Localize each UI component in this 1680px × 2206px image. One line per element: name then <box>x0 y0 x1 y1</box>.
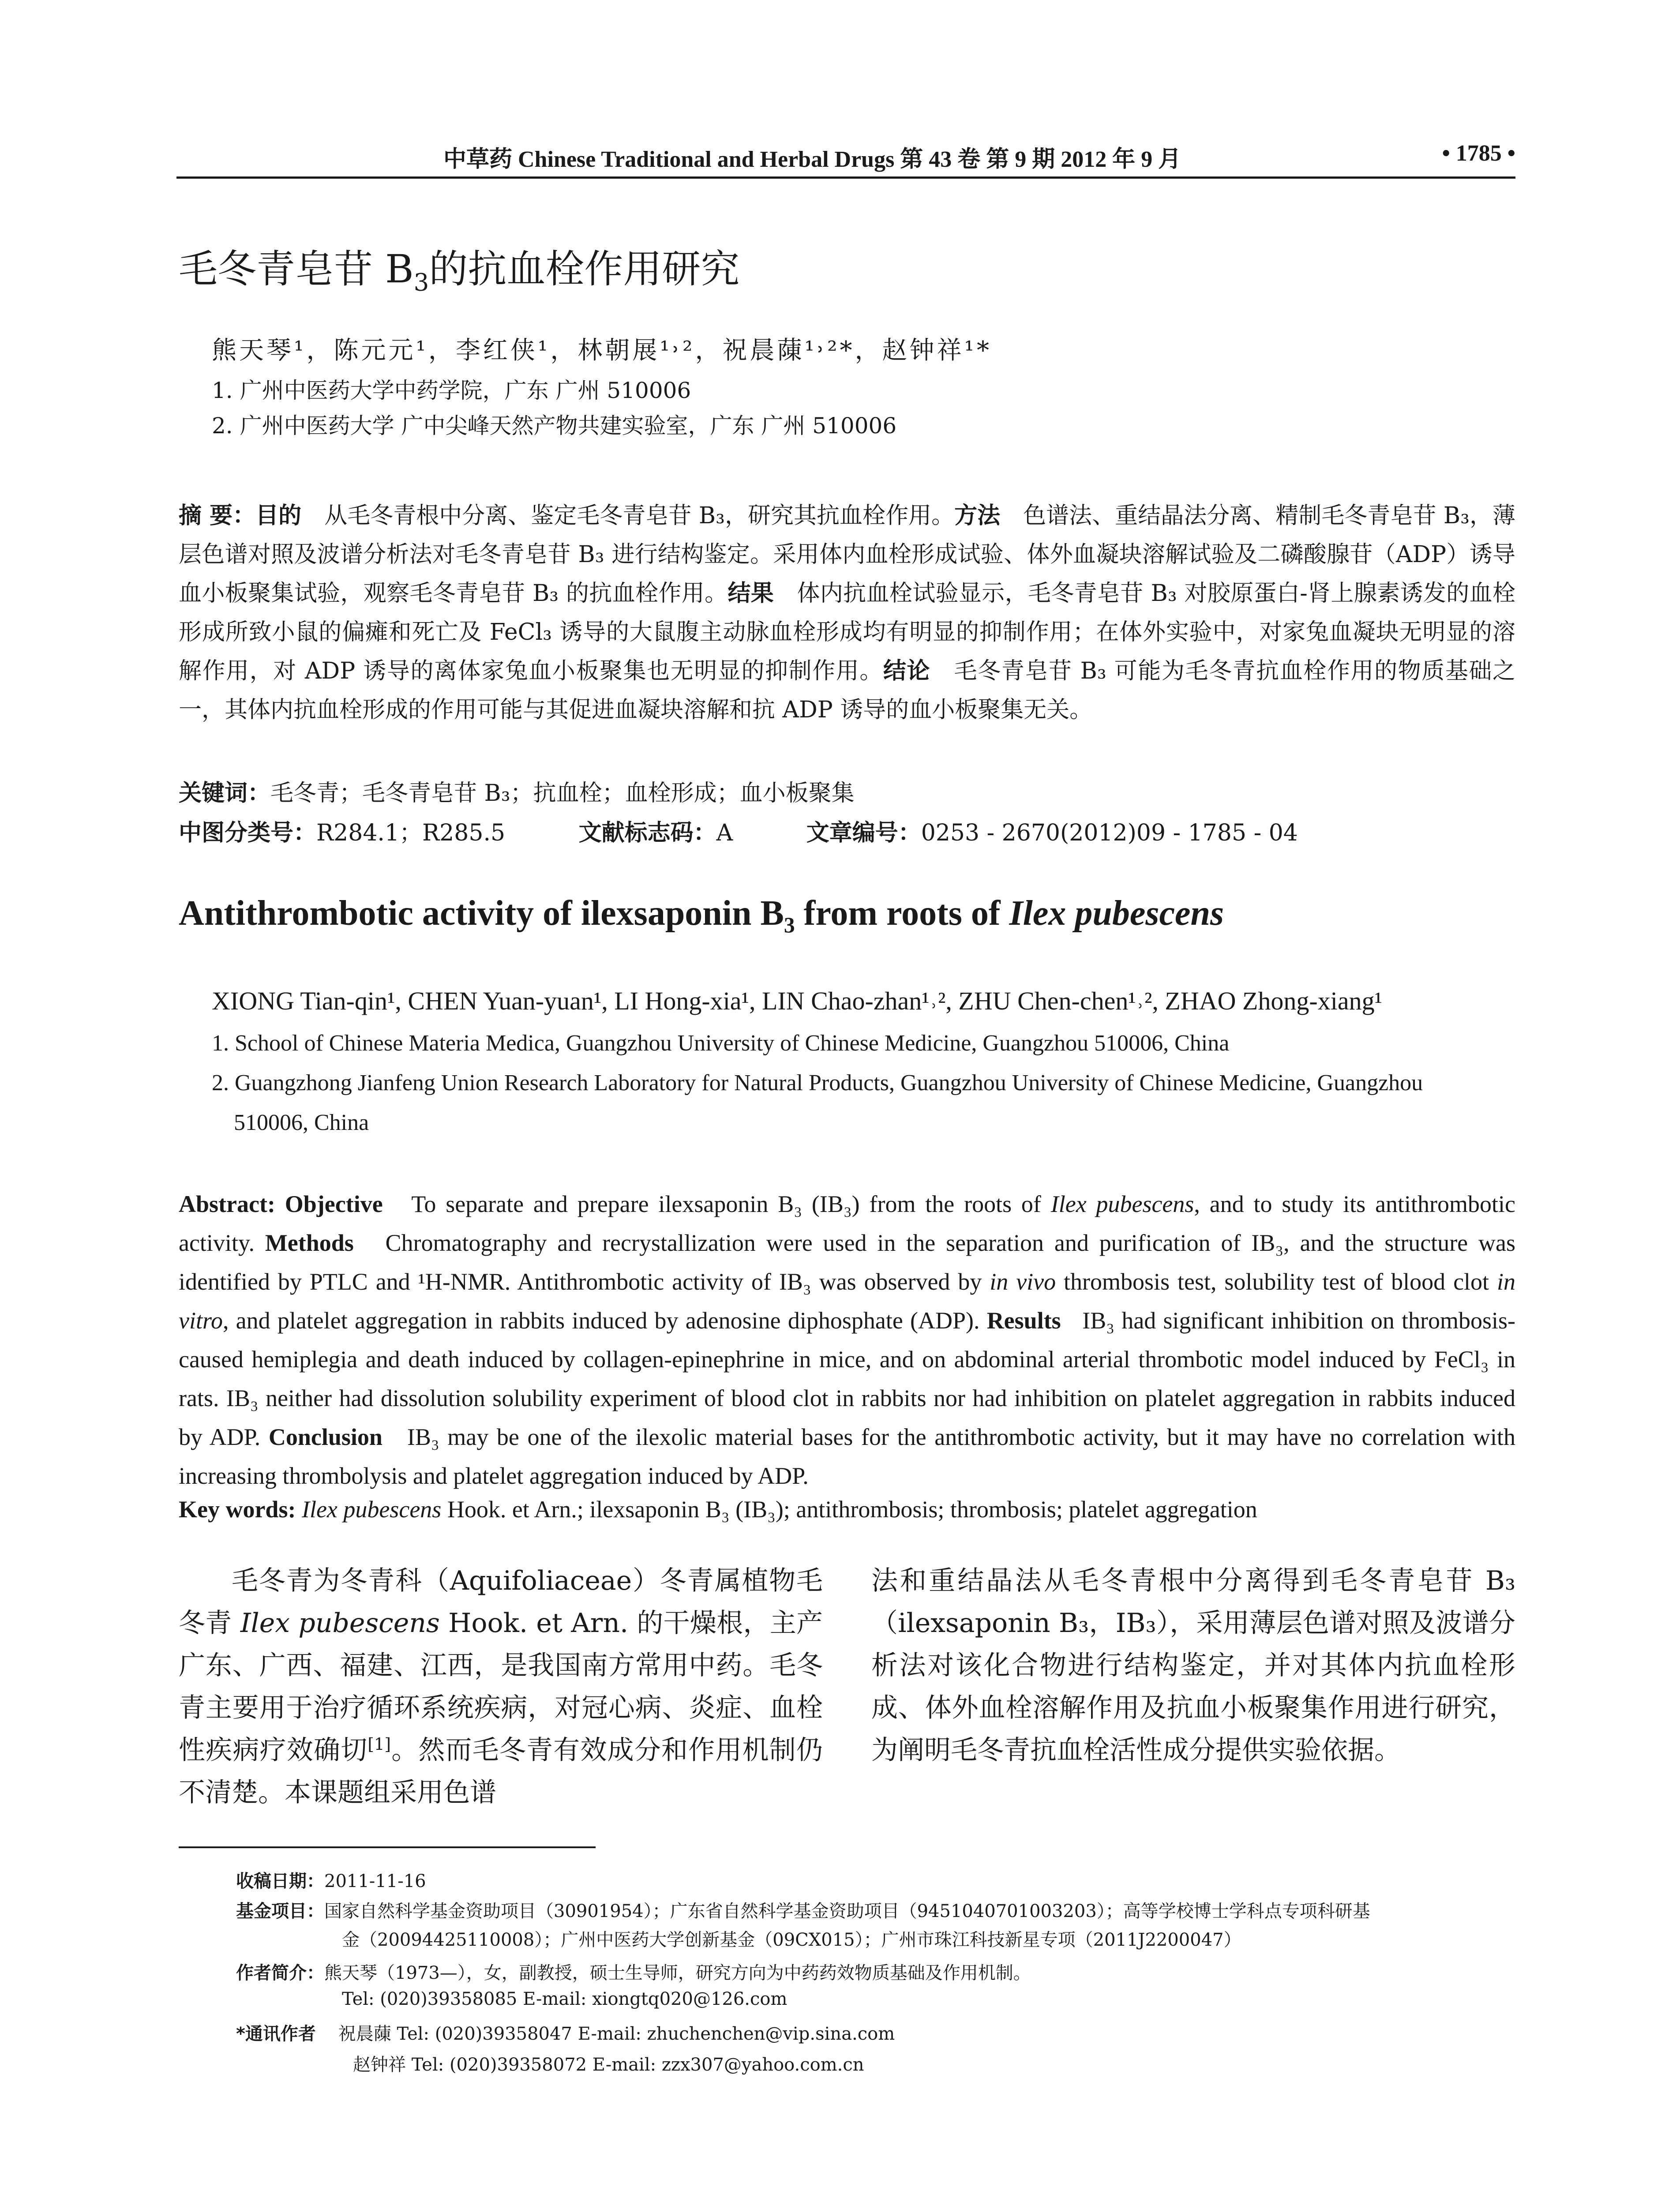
en-conclusion-text: IB₃ may be one of the ilexolic material bases for the antithrombotic activity, but it may have no correlation with increasing thrombolysis and platelet aggregation induced by ADP. <box>179 1424 1516 1489</box>
cn-affiliation-2: 2. 广州中医药大学 广中尖峰天然产物共建实验室，广东 广州 510006 <box>212 413 897 439</box>
cn-method-label: 方法 <box>954 503 1001 529</box>
en-objective-species: Ilex pubescens <box>1050 1191 1194 1217</box>
en-keywords-label: Key words: <box>179 1496 296 1523</box>
footnote-bio <box>236 1959 1031 1984</box>
page-number: • 1785 • <box>1442 141 1515 166</box>
body-left-text: 毛冬青为冬青科（Aquifoliaceae）冬青属植物毛冬青 <box>179 1565 823 1639</box>
cn-conclusion-label: 结论 <box>883 658 931 684</box>
cn-affiliation-1: 1. 广州中医药大学中药学院，广东 广州 510006 <box>212 378 691 403</box>
en-method-invitro: in vitro <box>179 1268 1515 1334</box>
cn-keywords-text: 毛冬青；毛冬青皂苷 B₃；抗血栓；血栓形成；血小板聚集 <box>270 780 855 807</box>
en-method-label: Methods <box>265 1230 354 1256</box>
en-result-label: Results <box>986 1307 1061 1334</box>
footnote-fund <box>236 1897 1370 1922</box>
clc-label: 中图分类号： <box>179 820 317 846</box>
footnote-received <box>236 1867 426 1892</box>
en-objective-text-2: , and to study its antithrombotic activity. <box>179 1191 1516 1256</box>
body-left-text-3: 。然而毛冬青有效成分和作用机制仍不清楚。本课题组采用色谱 <box>179 1735 823 1808</box>
header-rule <box>176 176 1515 179</box>
cn-classification <box>179 814 1298 847</box>
en-method-text-2: thrombosis test, solubility test of blood clot <box>1056 1268 1497 1295</box>
footnote-corresponding-2: 赵钟祥 Tel: (020)39358072 E-mail: zzx307@yahoo.com.cn <box>353 2055 864 2075</box>
cn-keywords <box>179 774 855 807</box>
cn-abstract <box>179 496 1515 729</box>
en-keywords <box>179 1496 1257 1523</box>
en-method-text: Chromatography and recrystallization were used in the separation and purification of IB₃, and the structure was identified by PTLC and ¹H-NMR. Antithrombotic activity of IB₃ was observed by <box>179 1230 1515 1295</box>
clc-number: R284.1；R285.5 <box>316 820 506 846</box>
footnote-rule <box>179 1846 596 1848</box>
en-affiliation-1: 1. School of Chinese Materia Medica, Guangzhou University of Chinese Medicine, Guangzhou 510006, China <box>212 1031 1230 1056</box>
en-keywords-text: Hook. et Arn.; ilexsaponin B₃ (IB₃); antithrombosis; thrombosis; platelet aggregation <box>441 1496 1257 1523</box>
cn-title-sub: 3 <box>413 268 429 296</box>
en-authors: XIONG Tian-qin¹, CHEN Yuan-yuan¹, LI Hong-xia¹, LIN Chao-zhan¹˒², ZHU Chen-chen¹˒², ZHAO Zhong-xiang¹ <box>212 987 1382 1015</box>
doc-code: A <box>716 820 733 846</box>
bio-label: 作者简介： <box>236 1963 324 1983</box>
en-title-species: Ilex pubescens <box>1009 894 1224 933</box>
en-title-sub: 3 <box>784 913 795 937</box>
fund-label: 基金项目： <box>236 1901 324 1921</box>
corr-author-1: 祝晨蔯 Tel: (020)39358047 E-mail: zhuchenchen@vip.sina.com <box>338 2024 895 2044</box>
en-keywords-species: Ilex pubescens <box>301 1496 442 1523</box>
en-title-text-2: from roots of <box>795 894 1009 933</box>
en-objective-label: Objective <box>285 1191 383 1217</box>
cn-result-text: 体内抗血栓试验显示，毛冬青皂苷 B₃ 对胶原蛋白-肾上腺素诱发的血栓形成所致小鼠的偏瘫和死亡及 FeCl₃ 诱导的大鼠腹主动脉血栓形成均有明显的抑制作用；在体外实验中，对家兔血凝块无明显的溶解作用，对 ADP 诱导的离体家兔血小板聚集也无明显的抑制作用。 <box>179 580 1515 684</box>
footnote-bio-contact: Tel: (020)39358085 E-mail: xiongtq020@126.com <box>342 1989 788 2009</box>
footnote-corresponding <box>236 2020 895 2045</box>
en-affiliation-2: 2. Guangzhong Jianfeng Union Research Laboratory for Natural Products, Guangzhou University of Chinese Medicine, Guangzhou <box>212 1070 1423 1095</box>
en-objective-text: To separate and prepare ilexsaponin B₃ (IB₃) from the roots of <box>411 1191 1051 1217</box>
cn-title <box>179 238 739 294</box>
cn-keywords-label: 关键词： <box>179 780 271 807</box>
en-abstract <box>179 1185 1515 1495</box>
bio-text: 熊天琴（1973—），女，副教授，硕士生导师，研究方向为中药药效物质基础及作用机制。 <box>324 1963 1031 1983</box>
cn-conclusion-text: 毛冬青皂苷 B₃ 可能为毛冬青抗血栓作用的物质基础之一，其体内抗血栓形成的作用可能与其促进血凝块溶解和抗 ADP 诱导的血小板聚集无关。 <box>179 658 1515 723</box>
cn-objective-text: 从毛冬青根中分离、鉴定毛冬青皂苷 B₃，研究其抗血栓作用。 <box>324 503 955 529</box>
body-left-text-2: Hook. et Arn. 的干燥根，主产广东、广西、福建、江西，是我国南方常用中药。毛冬青主要用于治疗循环系统疾病，对冠心病、炎症、血栓性疾病疗效确切 <box>179 1608 823 1766</box>
received-label: 收稿日期： <box>236 1871 324 1891</box>
en-affiliation-2-cont: 510006, China <box>234 1110 369 1135</box>
en-method-text-3: , and platelet aggregation in rabbits induced by adenosine diphosphate (ADP). <box>222 1307 980 1334</box>
running-header <box>179 140 1515 176</box>
cn-title-text: 毛冬青皂苷 B <box>179 246 414 292</box>
en-method-invivo: in vivo <box>990 1268 1056 1295</box>
body-column-left <box>179 1560 823 1814</box>
cn-authors: 熊天琴¹，陈元元¹，李红侠¹，林朝展¹˒²，祝晨蔯¹˒²*，赵钟祥¹* <box>212 336 992 365</box>
cn-result-label: 结果 <box>728 580 774 607</box>
journal-info: 中草药 Chinese Traditional and Herbal Drugs 第 43 卷 第 9 期 2012 年 9 月 <box>443 147 1181 172</box>
body-column-right: 法和重结晶法从毛冬青根中分离得到毛冬青皂苷 B₃（ilexsaponin B₃，IB₃），采用薄层色谱对照及波谱分析法对该化合物进行结构鉴定，并对其体内抗血栓形成、体外血栓溶解作用及抗血小板聚集作用进行研究，为阐明毛冬青抗血栓活性成分提供实验依据。 <box>871 1565 1515 1766</box>
citation-ref[interactable]: [1] <box>368 1734 391 1754</box>
body-left-species: Ilex pubescens <box>240 1608 440 1639</box>
doc-code-label: 文献标志码： <box>578 820 716 846</box>
footnote-fund-cont: 金（20094425110008）；广州中医药大学创新基金（09CX015）；广州市珠江科技新星专项（2011J2200047） <box>342 1930 1241 1950</box>
en-title-text: Antithrombotic activity of ilexsaponin B <box>179 894 784 933</box>
received-date: 2011-11-16 <box>324 1871 426 1891</box>
en-result-text: IB₃ had significant inhibition on thrombosis-caused hemiplegia and death induced by collagen-epinephrine in mice, and on abdominal arterial thrombotic model induced by FeCl₃ in rats. IB₃ neither had dissolution solubility experiment of blood clot in rabbits nor had inhibition on platelet aggregation in rabbits induced by ADP. <box>179 1307 1516 1450</box>
en-abstract-label: Abstract: <box>179 1191 275 1217</box>
cn-objective-label: 目的 <box>255 503 302 529</box>
cn-title-text-2: 的抗血栓作用研究 <box>429 246 740 292</box>
cn-abstract-label: 摘 要： <box>179 503 256 529</box>
article-number: 0253 - 2670(2012)09 - 1785 - 04 <box>921 820 1298 846</box>
article-number-label: 文章编号： <box>806 820 921 846</box>
corr-label: *通讯作者 <box>236 2024 316 2044</box>
cn-method-text: 色谱法、重结晶法分离、精制毛冬青皂苷 B₃，薄层色谱对照及波谱分析法对毛冬青皂苷 B₃ 进行结构鉴定。采用体内血栓形成试验、体外血凝块溶解试验及二磷酸腺苷（ADP）诱导血小板聚集试验，观察毛冬青皂苷 B₃ 的抗血栓作用。 <box>179 503 1515 607</box>
fund-text: 国家自然科学基金资助项目（30901954）；广东省自然科学基金资助项目（9451040701003203）；高等学校博士学科点专项科研基 <box>324 1901 1370 1921</box>
en-conclusion-label: Conclusion <box>268 1424 382 1450</box>
en-title <box>179 893 1224 937</box>
